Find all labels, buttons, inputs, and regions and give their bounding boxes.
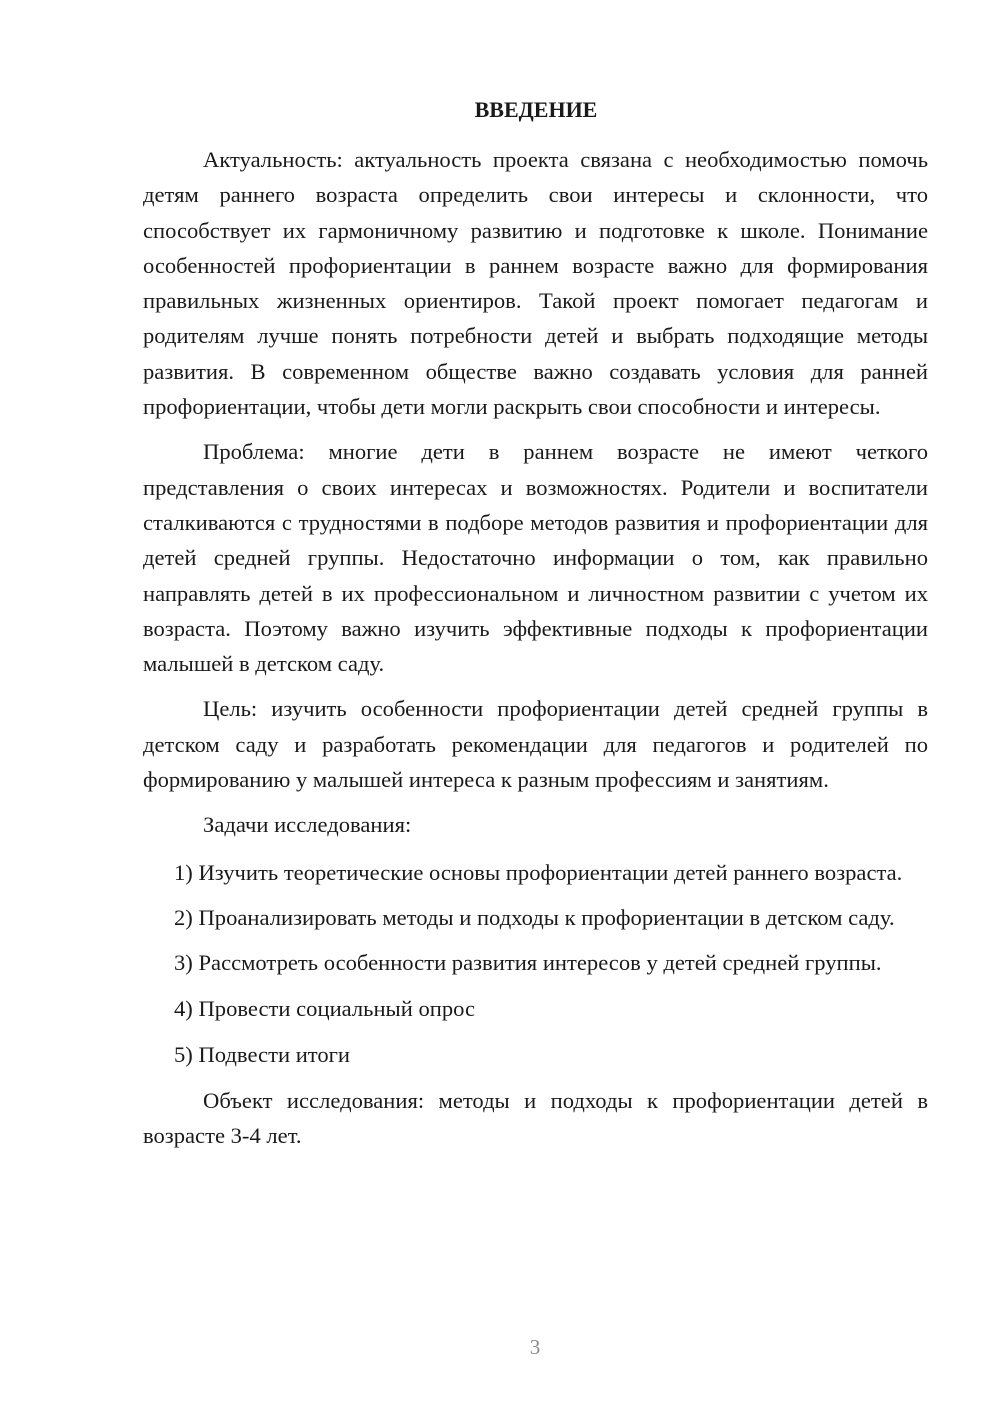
problem-paragraph: Проблема: многие дети в раннем возрасте не имеют четкого представления о своих интересах и возможностях. Родители и воспитатели сталкиваются с трудностями в подборе методов развития и профориентации для детей средней группы. Недостаточно информации о том, как правильно направлять детей в их профессиональном и личностном развитии с учетом их возраста. Поэтому важно изучить эффективные подходы к профориентации малышей в детском саду.: [143, 439, 928, 677]
goal-paragraph: Цель: изучить особенности профориентации детей средней группы в детском саду и разработать рекомендации для педагогов и родителей по формированию у малышей интереса к разным профессиям и занятиям.: [143, 696, 928, 793]
page-number: 3: [529, 1335, 541, 1359]
task-item-2: 2) Проанализировать методы и подходы к профориентации в детском саду.: [174, 904, 895, 930]
object-paragraph: Объект исследования: методы и подходы к профориентации детей в возрасте 3-4 лет.: [143, 1088, 928, 1149]
page-content: [143, 92, 928, 1164]
task-item-5: 5) Подвести итоги: [174, 1041, 351, 1067]
section-heading: ВВЕДЕНИЕ: [474, 97, 598, 122]
task-item-3: 3) Рассмотреть особенности развития интересов у детей средней группы.: [174, 950, 882, 976]
relevance-paragraph: Актуальность: актуальность проекта связана с необходимостью помочь детям раннего возраста определить свои интересы и склонности, что способствует их гармоничному развитию и подготовке к школе. Понимание особенностей профориентации в раннем возрасте важно для формирования правильных жизненных ориентиров. Такой проект помогает педагогам и родителям лучше понять потребности детей и выбрать подходящие методы развития. В современном обществе важно создавать условия для ранней профориентации, чтобы дети могли раскрыть свои способности и интересы.: [143, 147, 928, 420]
tasks-title: Задачи исследования:: [203, 812, 412, 838]
task-item-1: 1) Изучить теоретические основы профориентации детей раннего возраста.: [174, 859, 903, 885]
task-item-4: 4) Провести социальный опрос: [174, 995, 476, 1021]
